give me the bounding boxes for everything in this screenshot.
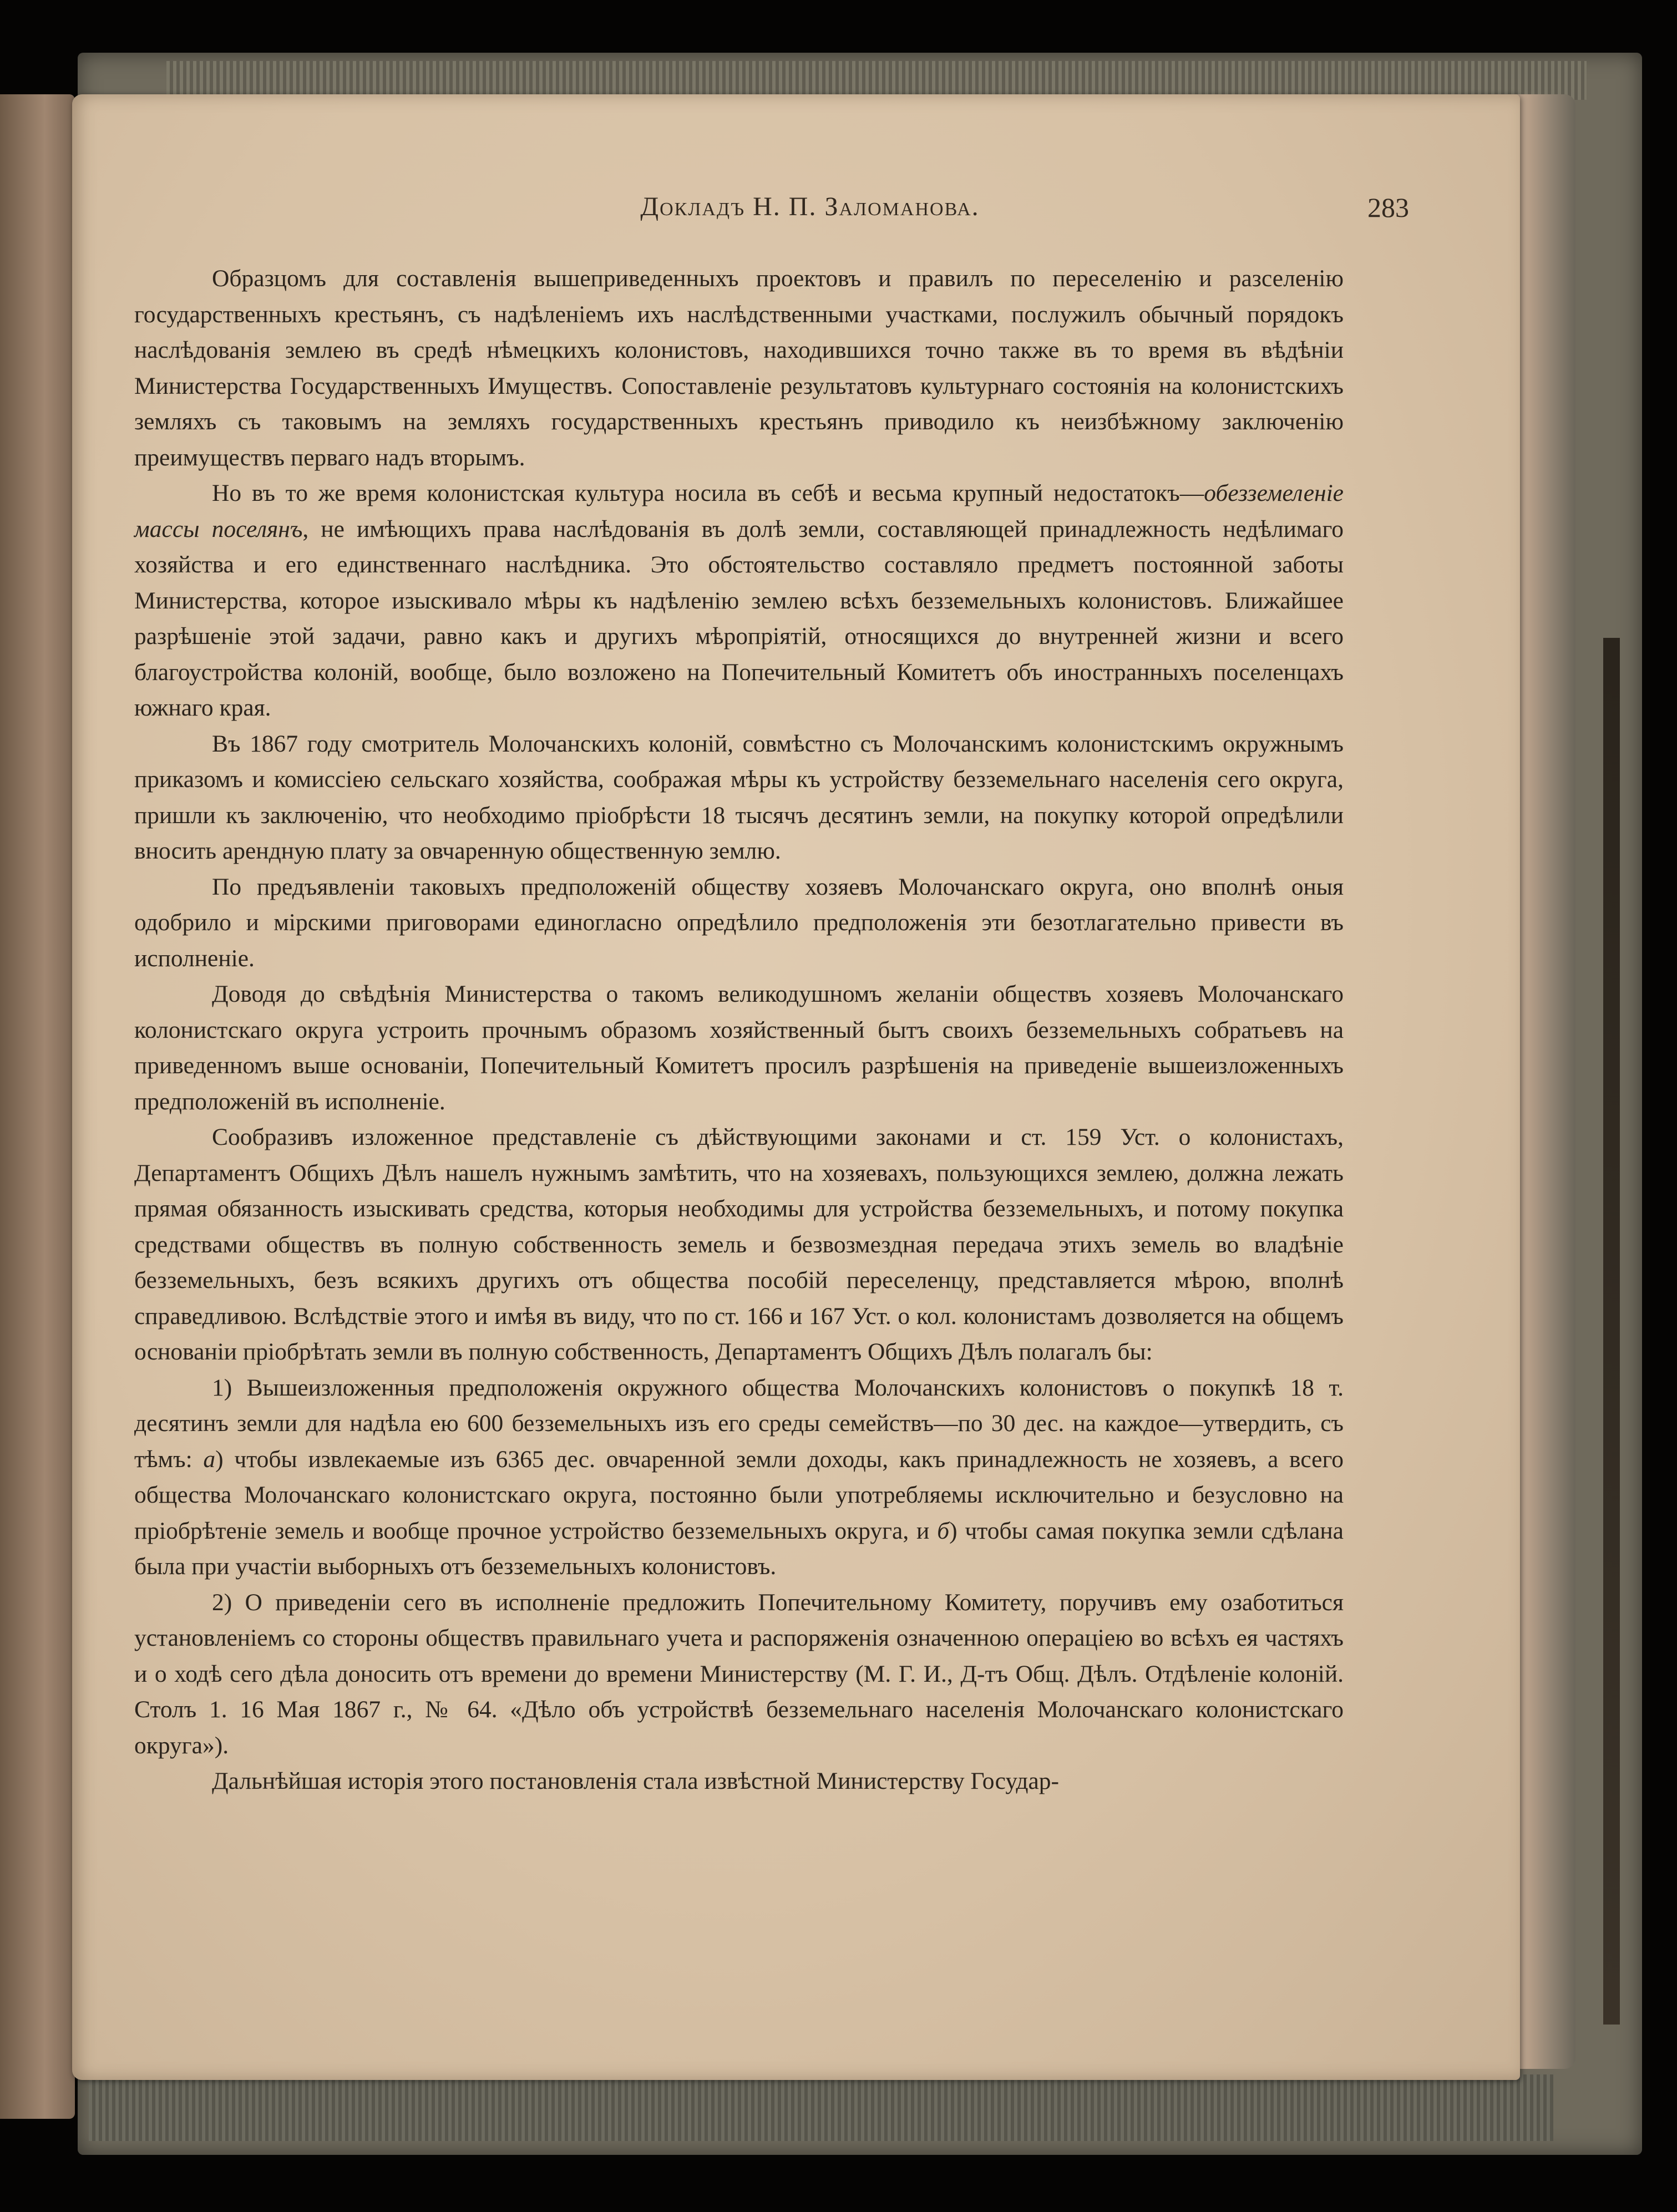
page-number: 283 xyxy=(1367,192,1409,223)
text-span: 1) Вышеизложенныя предположенія окружного общества Молочанскихъ колонистовъ о покупкѣ 18 т. десятинъ земли для надѣла ею 600 безземельныхъ изъ его среды семействъ—по 30 дес. на каждое—утвердить, съ тѣмъ: xyxy=(134,1374,1344,1473)
paragraph: Образцомъ для составленія вышеприведенныхъ проектовъ и правилъ по переселенію и разселенію государственныхъ крестьянъ, съ надѣленіемъ ихъ наслѣдственными участками, послужилъ обычный порядокъ наслѣдованія землею въ средѣ нѣмецкихъ колонистовъ, находившихся точно также въ то время въ вѣдѣніи Министерства Государственныхъ Имуществъ. Сопоставленіе результатовъ культурнаго состоянія на колонистскихъ земляхъ съ таковымъ на земляхъ государственныхъ крестьянъ приводило къ неизбѣжному заключенію преимуществъ перваго надъ вторымъ. xyxy=(134,265,1344,471)
text-span: ) чтобы самая покупка земли сдѣлана была при участіи выборныхъ отъ безземельныхъ колонистовъ. xyxy=(134,1517,1344,1580)
running-title: Докладъ Н. П. Заломанова. xyxy=(640,192,980,221)
paragraph xyxy=(134,1370,1344,1585)
paragraph: По предъявленіи таковыхъ предположеній обществу хозяевъ Молочанскаго округа, оно вполнѣ оныя одобрило и мірскими приговорами единогласно опредѣлило предположенія эти безотлагательно привести въ исполненіе. xyxy=(134,873,1344,972)
book-page xyxy=(72,94,1520,2080)
italic-phrase: обезземеленіе массы поселянъ xyxy=(134,480,1344,542)
cover-texture-bottom xyxy=(89,2074,1553,2141)
italic-letter: а xyxy=(203,1445,216,1473)
paragraph: Въ 1867 году смотритель Молочанскихъ колоній, совмѣстно съ Молочанскимъ колонистскимъ окружнымъ приказомъ и комиссіею сельскаго хозяйства, соображая мѣры къ устройству безземельнаго населенія сего округа, пришли къ заключенію, что необходимо пріобрѣсти 18 тысячъ десятинъ земли, на покупку которой опредѣлили вносить арендную плату за овчаренную общественную землю. xyxy=(134,730,1344,864)
page-header xyxy=(211,191,1409,236)
facing-page-edge xyxy=(0,94,75,2119)
paragraph: 2) О приведеніи сего въ исполненіе предложить Попечительному Комитету, поручивъ ему озаботиться установленіемъ со стороны обществъ правильнаго учета и распоряженія означенною операціею во всѣхъ ея частяхъ и о ходѣ сего дѣла доносить отъ времени до времени Министерству (М. Г. И., Д-тъ Общ. Дѣлъ. Отдѣленіе колоній. Столъ 1. 16 Мая 1867 г., № 64. «Дѣло объ устройствѣ безземельнаго населенія Молочанскаго колонистскаго округа»). xyxy=(134,1589,1344,1759)
body-text xyxy=(134,261,1344,1799)
paragraph: Дальнѣйшая исторія этого постановленія стала извѣстной Министерству Государ- xyxy=(212,1768,1060,1794)
text-span: , не имѣющихъ права наслѣдованія въ долѣ земли, составляющей принадлежность недѣлимаго хозяйства и его единственнаго наслѣдника. Это обстоятельство составляло предметъ постоянной заботы Министерства, которое изыскивало мѣры къ надѣленію землею всѣхъ безземельныхъ колонистовъ. Ближайшее разрѣшеніе этой задачи, равно какъ и другихъ мѣропріятій, относящихся до внутренней жизни и всего благоустройства колоній, вообще, было возложено на Попечительный Комитетъ объ иностранныхъ поселенцахъ южнаго края. xyxy=(134,515,1344,721)
paragraph: Доводя до свѣдѣнія Министерства о такомъ великодушномъ желаніи обществъ хозяевъ Молочанскаго колонистскаго округа устроить прочнымъ образомъ хозяйственный бытъ своихъ безземельныхъ собратьевъ на приведенномъ выше основаніи, Попечительный Комитетъ просилъ разрѣшенія на приведеніе вышеизложенныхъ предположеній въ исполненіе. xyxy=(134,981,1344,1115)
text-span: Но въ то же время колонистская культура носила въ себѣ и весьма крупный недостатокъ— xyxy=(212,480,1204,506)
cover-edge-shadow xyxy=(1603,638,1620,2025)
italic-letter: б xyxy=(937,1517,950,1544)
paragraph xyxy=(134,475,1344,726)
text-span: ) чтобы извлекаемые изъ 6365 дес. овчаренной земли доходы, какъ принадлежность не хозяевъ, а всего общества Молочанскаго колонистскаго округа, постоянно были употребляемы исключительно и безусловно на пріобрѣтеніе земель и вообще прочное устройство безземельныхъ округа, и xyxy=(134,1445,1344,1544)
paragraph: Сообразивъ изложенное представленіе съ дѣйствующими законами и ст. 159 Уст. о колонистахъ, Департаментъ Общихъ Дѣлъ нашелъ нужнымъ замѣтить, что на хозяевахъ, пользующихся землею, должна лежать прямая обязанность изыскивать средства, которыя необходимы для устройства безземельныхъ, и потому покупка средствами обществъ въ полную собственность земель и безвозмездная передача этихъ земель во владѣніе безземельныхъ, безъ всякихъ другихъ отъ общества пособій переселенцу, представляется мѣрою, вполнѣ справедливою. Вслѣдствіе этого и имѣя въ виду, что по ст. 166 и 167 Уст. о кол. колонистамъ дозволяется на общемъ основаніи пріобрѣтать земли въ полную собственность, Департаментъ Общихъ Дѣлъ полагалъ бы: xyxy=(134,1124,1344,1365)
